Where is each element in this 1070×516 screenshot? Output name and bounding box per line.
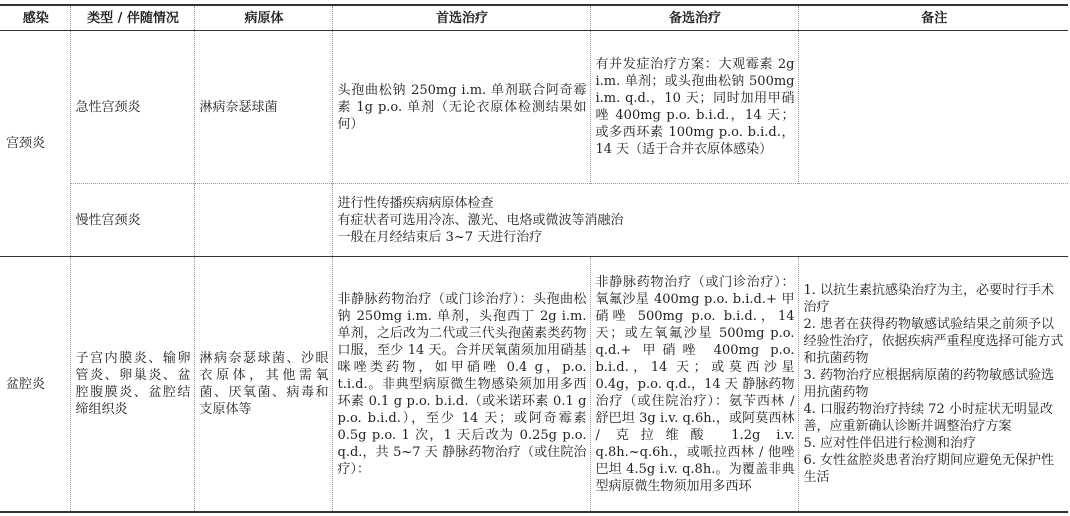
treatment-chronic-cervicitis [332, 184, 1068, 257]
pid-note-1: 1. 以抗生素抗感染治疗为主，必要时行手术治疗 [803, 283, 1055, 315]
header-infection: 感染 [0, 5, 70, 31]
notes-pid [798, 257, 1068, 513]
header-type: 类型 / 伴随情况 [70, 5, 194, 31]
type-pid: 子宫内膜炎、输卵管炎、卵巢炎、盆腔腹膜炎、盆腔结缔组织炎 [70, 257, 194, 513]
chronic-line-1: 进行性传播疾病病原体检查 [337, 195, 494, 211]
table-row-chronic-cervicitis [0, 184, 1068, 257]
header-alternative: 备选治疗 [590, 5, 798, 31]
notes-acute-cervicitis [798, 31, 1068, 184]
header-first-line: 首选治疗 [332, 5, 590, 31]
type-acute-cervicitis: 急性宫颈炎 [70, 31, 194, 184]
table-row-pid [0, 257, 1068, 513]
alternative-acute-cervicitis: 有并发症治疗方案：大观霉素 2g i.m. 单剂；或头孢曲松钠 500mg i.m. q.d.，10 天；同时加用甲硝唑 400mg p.o. b.i.d.，14 天；或多西环素 100mg p.o. b.i.d.，14 天（适于合并衣原体感染） [590, 31, 798, 184]
treatment-table [0, 4, 1068, 513]
alternative-pid: 非静脉药物治疗（或门诊治疗）：氧氟沙星 400mg p.o. b.i.d.+ 甲硝唑 500mg p.o. b.i.d.，14 天；或左氧氟沙星 500mg p.o. q.d.+ 甲硝唑 400mg p.o. b.i.d.，14 天；或莫西沙星 0.4g，p.o. q.d.，14 天 静脉药物治疗（或住院治疗）：氨苄西林 / 舒巴坦 3g i.v. q.6h.，或阿莫西林 / 克拉维酸 1.2g i.v. q.8h.~q.6h.，或哌拉西林 / 他唑巴坦 4.5g i.v. q.8h.。为覆盖非典型病原微生物须加用多西环 [590, 257, 798, 513]
first-line-acute-cervicitis: 头孢曲松钠 250mg i.m. 单剂联合阿奇霉素 1g p.o. 单剂（无论衣原体检测结果如何） [332, 31, 590, 184]
table-row-acute-cervicitis [0, 31, 1068, 184]
infection-cervicitis: 宫颈炎 [0, 31, 70, 257]
pathogen-chronic-cervicitis [194, 184, 332, 257]
header-pathogen: 病原体 [194, 5, 332, 31]
pid-note-5: 5. 应对性伴侣进行检测和治疗 [803, 436, 977, 451]
chronic-line-3: 一般在月经结束后 3~7 天进行治疗 [337, 229, 543, 245]
pathogen-pid: 淋病奈瑟球菌、沙眼衣原体，其他需氧菌、厌氧菌、病毒和支原体等 [194, 257, 332, 513]
header-notes: 备注 [798, 5, 1068, 31]
infection-pid: 盆腔炎 [0, 257, 70, 513]
pid-note-6: 6. 女性盆腔炎患者治疗期间应避免无保护性生活 [803, 453, 1055, 485]
type-chronic-cervicitis: 慢性宫颈炎 [70, 184, 194, 257]
pid-note-2: 2. 患者在获得药物敏感试验结果之前须予以经验性治疗，依据疾病严重程度选择可能方式和抗菌药物 [803, 317, 1064, 366]
chronic-line-2: 有症状者可选用冷冻、激光、电烙或微波等消融治 [337, 212, 624, 228]
pathogen-acute-cervicitis: 淋病奈瑟球菌 [194, 31, 332, 184]
pid-note-3: 3. 药物治疗应根据病原菌的药物敏感试验选用抗菌药物 [803, 368, 1055, 400]
pid-note-4: 4. 口服药物治疗持续 72 小时症状无明显改善，应重新确认诊断并调整治疗方案 [803, 402, 1053, 434]
header-row [0, 5, 1068, 31]
first-line-pid: 非静脉药物治疗（或门诊治疗）：头孢曲松钠 250mg i.m. 单剂，头孢西丁 2g i.m. 单剂，之后改为二代或三代头孢菌素类药物口服，至少 14 天。合并厌氧菌须加用硝基咪唑类药物，如甲硝唑 0.4 g，p.o. t.i.d.。非典型病原微生物感染须加用多西环素 0.1 g p.o. b.i.d.（或米诺环素 0.1 g p.o. b.i.d.），至少 14 天；或阿奇霉素 0.5g p.o. 1 次，1 天后改为 0.25g p.o. q.d.，共 5~7 天 静脉药物治疗（或住院治疗）： [332, 257, 590, 513]
